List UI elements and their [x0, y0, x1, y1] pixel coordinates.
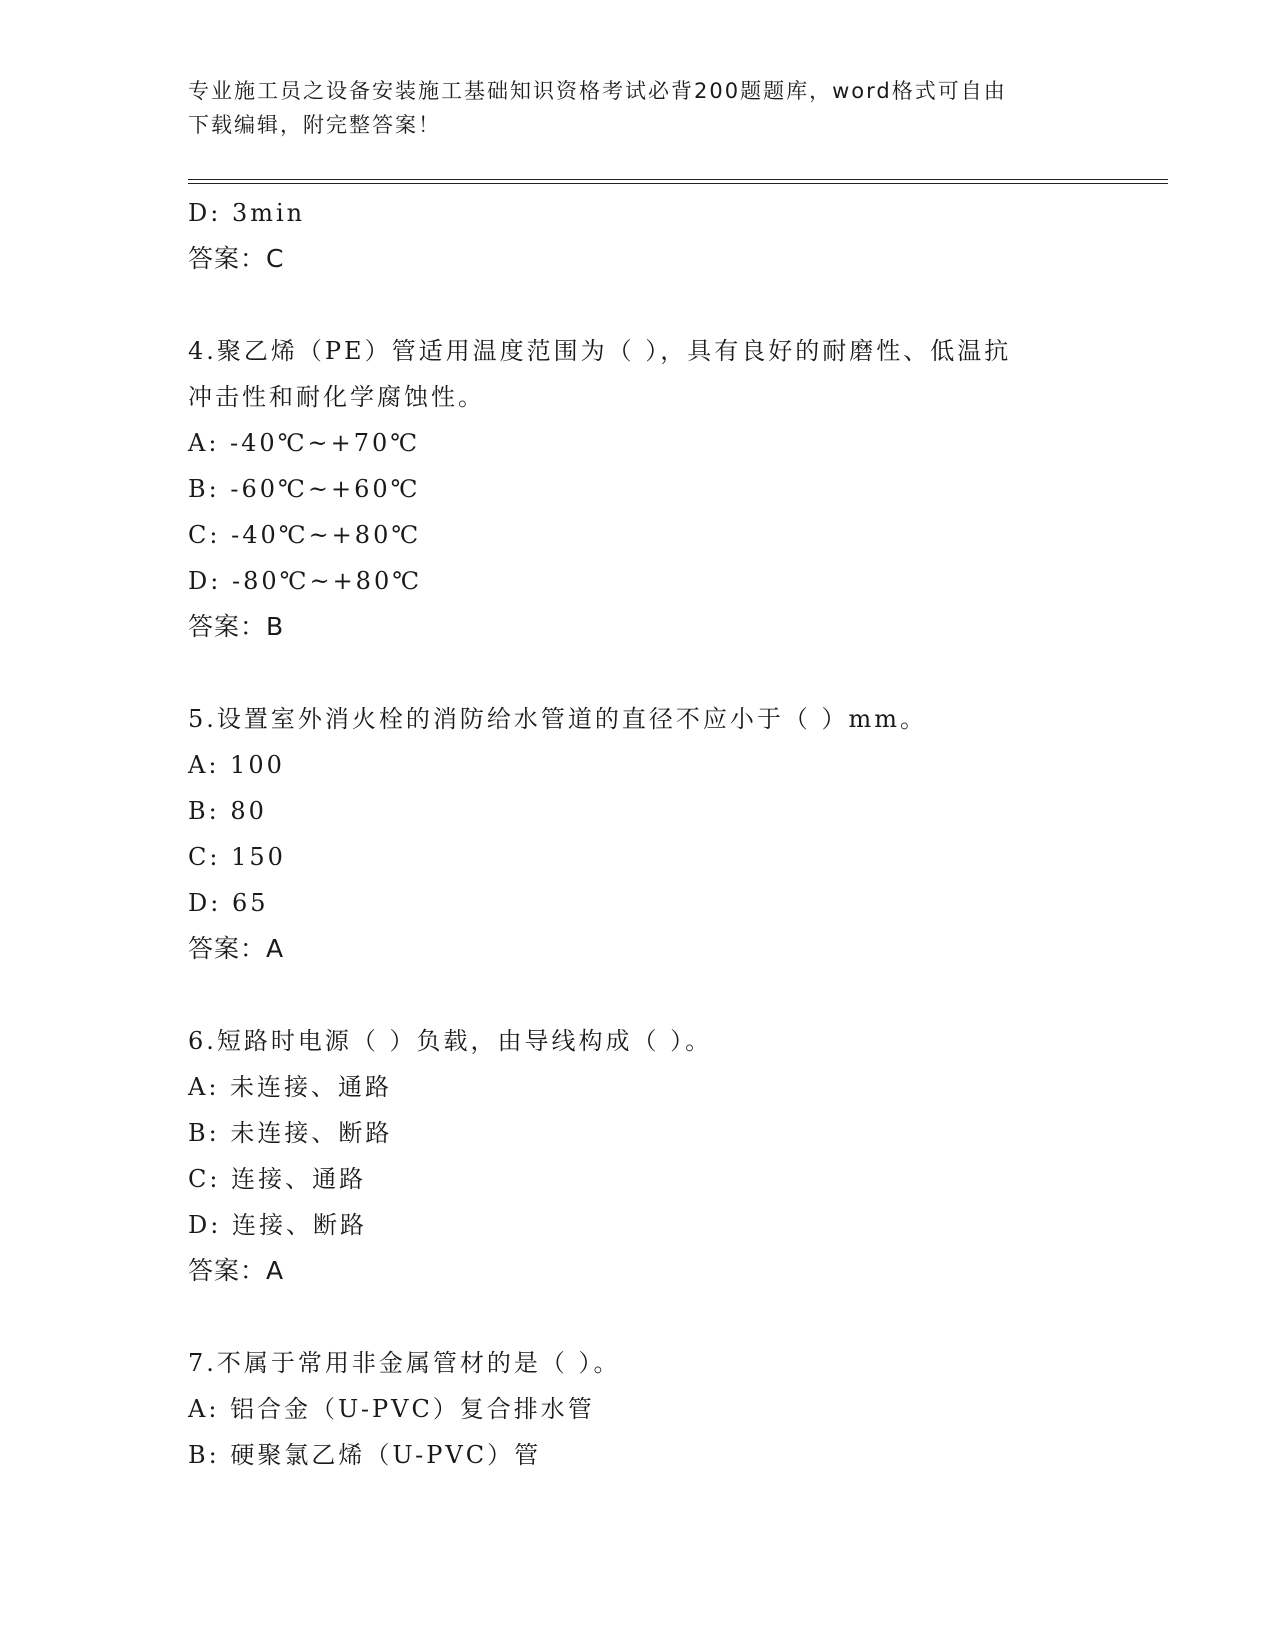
option-d: D: 连接、断路: [188, 1211, 367, 1239]
question-stem: 6.短路时电源（ ）负载，由导线构成（ ）。: [188, 1027, 713, 1055]
question-stem: 5.设置室外消火栓的消防给水管道的直径不应小于（ ）mm。: [188, 705, 928, 733]
answer: 答案：A: [188, 934, 285, 963]
option-d: D: 3min: [188, 199, 306, 227]
question-5: [188, 696, 1088, 972]
option-b: B: -60℃~+60℃: [188, 475, 421, 503]
question-7: [188, 1340, 1088, 1478]
question-3-continued: [188, 190, 1088, 282]
option-c: C: 150: [188, 843, 286, 871]
document-header: [188, 74, 1088, 142]
option-a: A: -40℃~+70℃: [188, 429, 421, 457]
option-c: C: -40℃~+80℃: [188, 521, 422, 549]
header-line-1: 专业施工员之设备安装施工基础知识资格考试必背200题题库，word格式可自由: [188, 79, 1007, 103]
question-stem: 4.聚乙烯（PE）管适用温度范围为（ ），具有良好的耐磨性、低温抗: [188, 337, 1012, 365]
header-rule-bottom: [188, 183, 1168, 184]
option-c: C: 连接、通路: [188, 1165, 367, 1193]
question-stem: 7.不属于常用非金属管材的是（ ）。: [188, 1349, 621, 1377]
option-d: D: -80℃~+80℃: [188, 567, 423, 595]
option-a: A: 铝合金（U-PVC）复合排水管: [188, 1395, 595, 1423]
option-b: B: 未连接、断路: [188, 1119, 393, 1147]
option-d: D: 65: [188, 889, 269, 917]
question-stem-continued: 冲击性和耐化学腐蚀性。: [188, 383, 485, 411]
option-a: A: 100: [188, 751, 285, 779]
option-a: A: 未连接、通路: [188, 1073, 393, 1101]
header-rule-top: [188, 179, 1168, 180]
answer: 答案：B: [188, 612, 285, 641]
question-4: [188, 328, 1088, 650]
question-6: [188, 1018, 1088, 1294]
option-b: B: 硬聚氯乙烯（U-PVC）管: [188, 1441, 542, 1469]
document-body: [188, 190, 1088, 1478]
option-b: B: 80: [188, 797, 267, 825]
header-line-2: 下载编辑，附完整答案！: [188, 113, 441, 137]
answer: 答案：A: [188, 1256, 285, 1285]
answer: 答案：C: [188, 244, 285, 273]
